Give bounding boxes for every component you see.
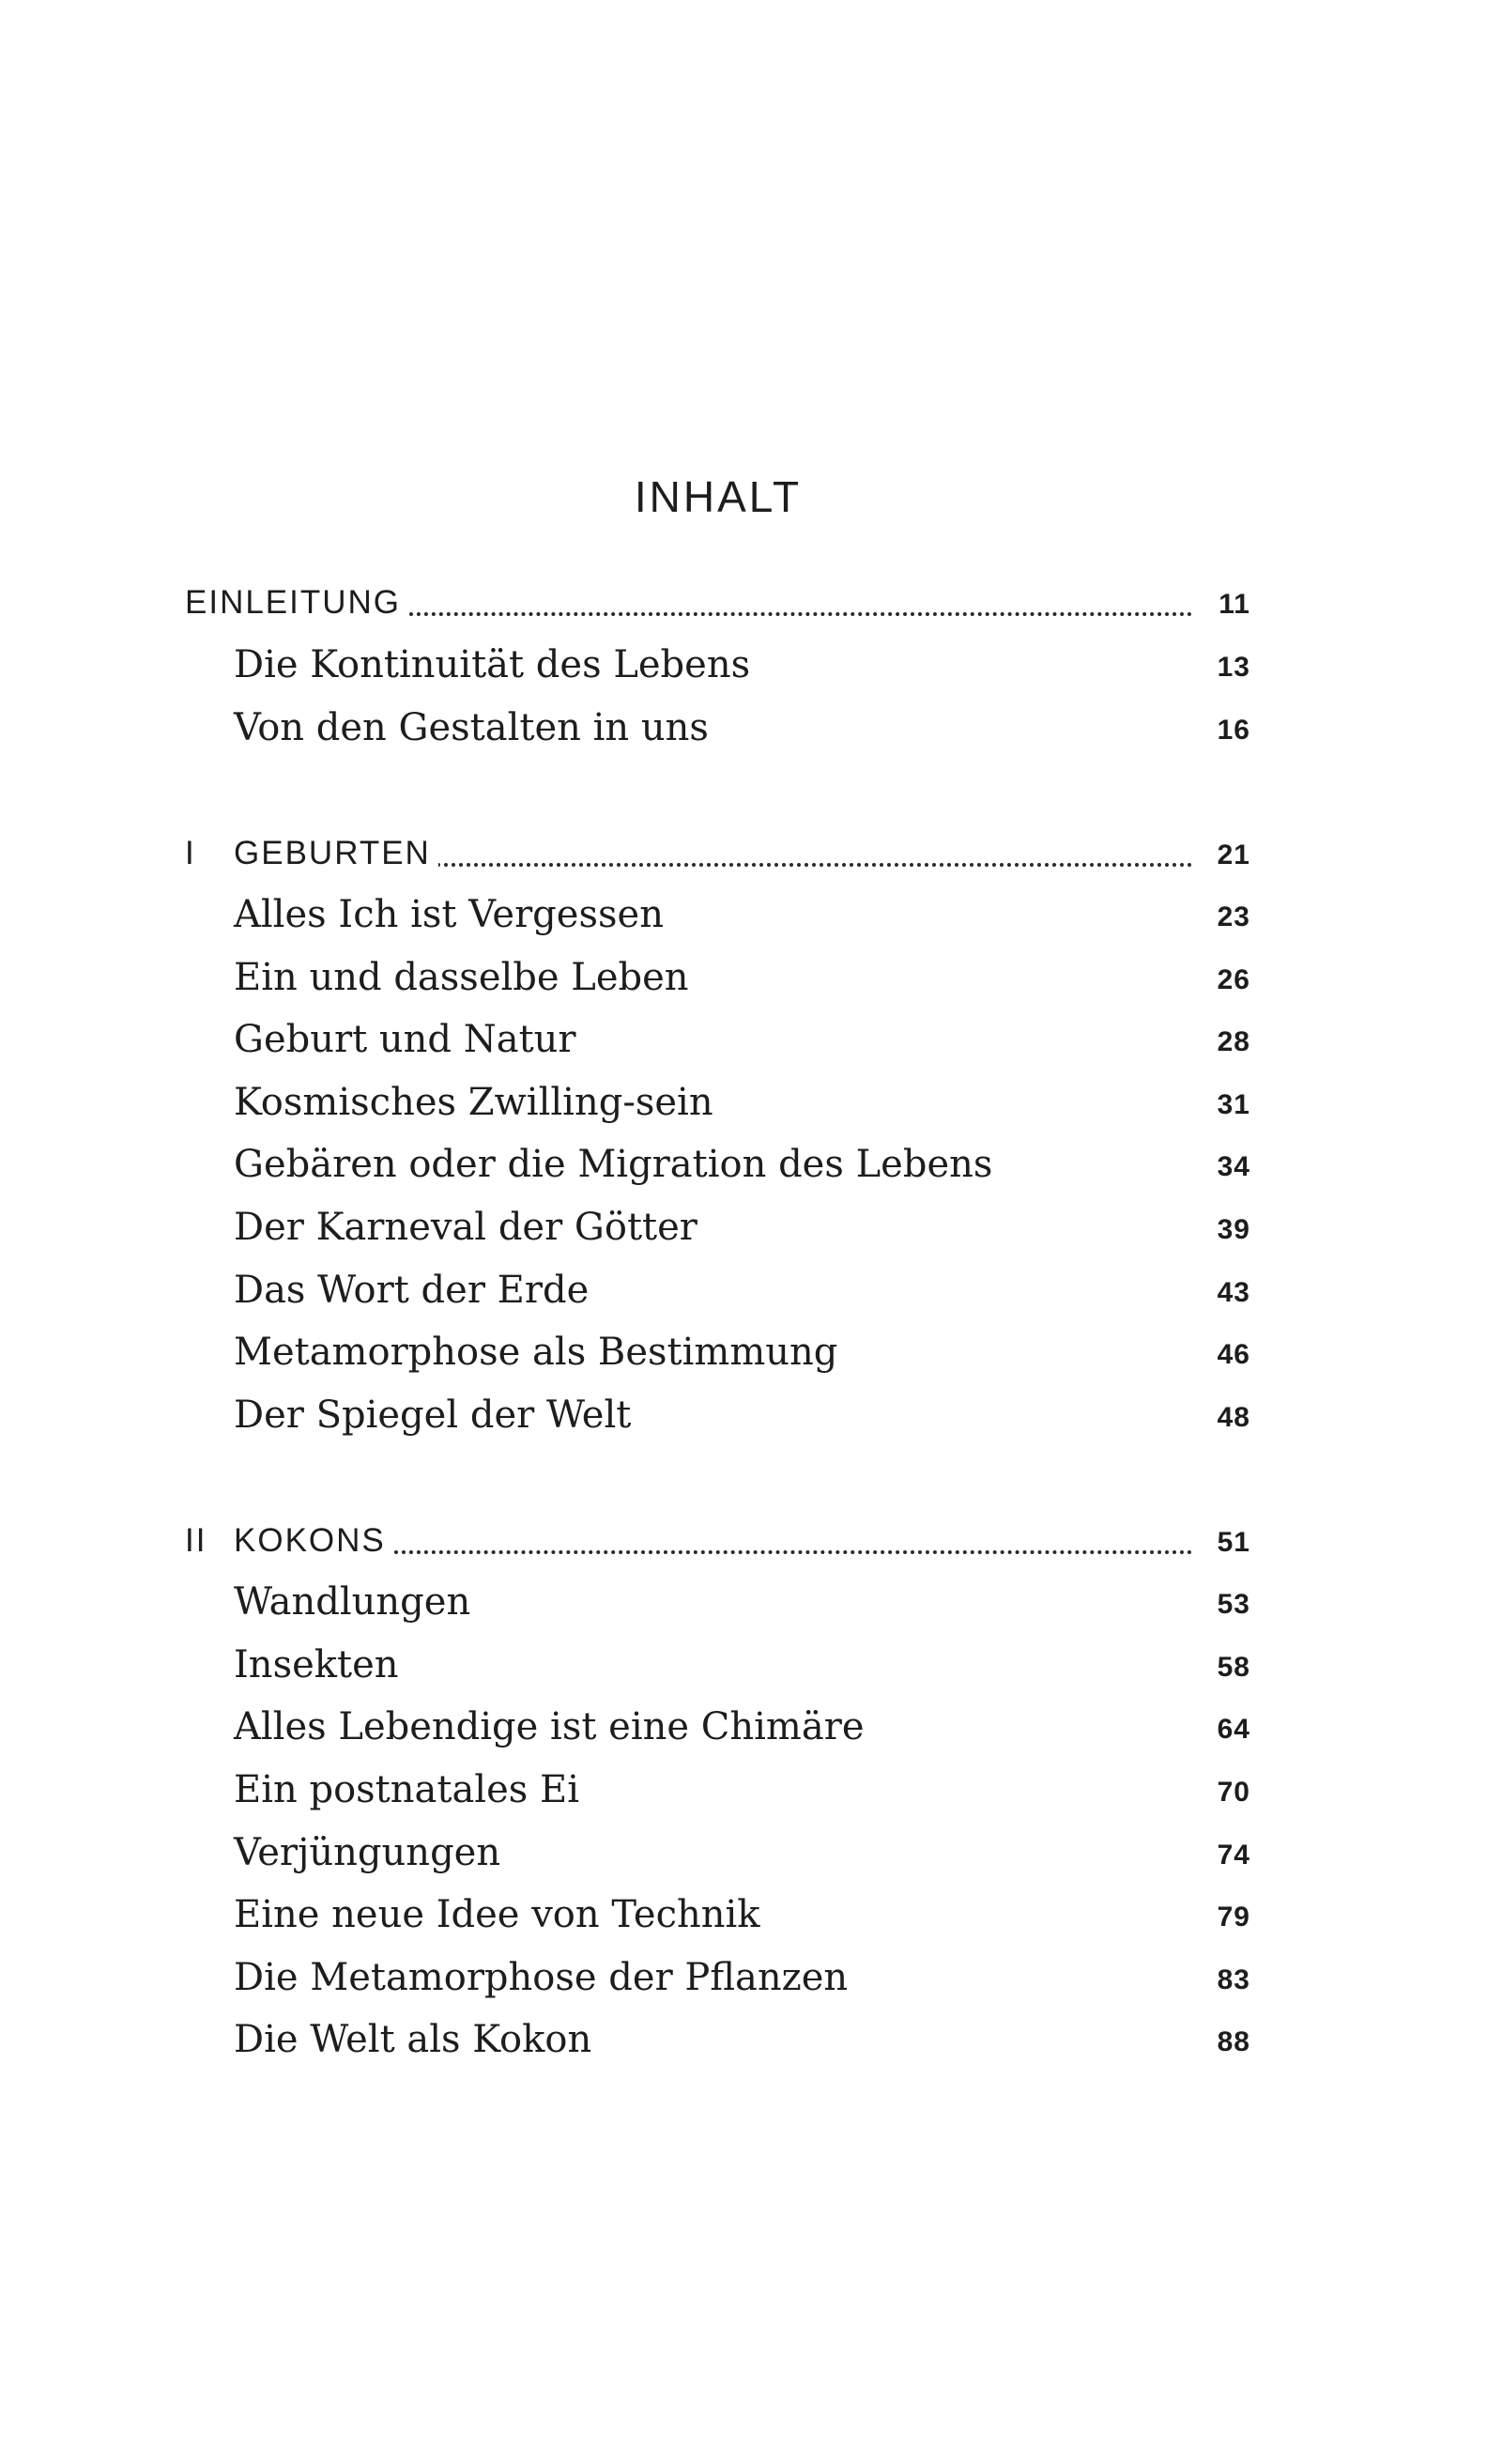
entry-title: Geburt und Natur	[234, 1018, 576, 1061]
entry-title: Verjüngungen	[234, 1831, 501, 1874]
entry-title: Alles Ich ist Vergessen	[234, 893, 664, 936]
page-number: 79	[1217, 1902, 1250, 1933]
entry-title: Der Karneval der Götter	[234, 1206, 697, 1249]
page-number: 51	[1217, 1527, 1250, 1558]
entry-title: Alles Lebendige ist eine Chimäre	[234, 1705, 865, 1748]
entry-title: Metamorphose als Bestimmung	[234, 1331, 838, 1374]
toc-entry[interactable]	[0, 1571, 1502, 1627]
page-number: 58	[1217, 1652, 1250, 1683]
toc-entry[interactable]	[0, 1822, 1502, 1878]
dot-leader	[437, 863, 1192, 867]
toc-entry[interactable]	[0, 1634, 1502, 1690]
page-number: 16	[1217, 715, 1250, 746]
entry-title: Wandlungen	[234, 1580, 471, 1624]
toc-entry[interactable]	[0, 634, 1502, 690]
toc-entry[interactable]	[0, 1196, 1502, 1253]
toc-entry[interactable]	[0, 1384, 1502, 1440]
page-number: 88	[1217, 2026, 1250, 2057]
entry-title: Die Metamorphose der Pflanzen	[234, 1956, 849, 1999]
page-number: 34	[1217, 1151, 1250, 1182]
section-label: GEBURTEN	[234, 835, 438, 872]
dot-leader	[394, 1550, 1192, 1554]
toc-entry[interactable]	[0, 884, 1502, 940]
toc-entry[interactable]	[0, 1321, 1502, 1378]
toc-entry[interactable]	[0, 1947, 1502, 2003]
toc-entry[interactable]	[0, 1009, 1502, 1065]
page-number: 39	[1217, 1214, 1250, 1245]
toc-entry[interactable]	[0, 1884, 1502, 1940]
section-heading-geburten[interactable]	[0, 822, 1502, 878]
page-number: 28	[1217, 1026, 1250, 1057]
page-number: 23	[1217, 901, 1250, 932]
page-number: 13	[1217, 652, 1250, 683]
toc-entry[interactable]	[0, 1071, 1502, 1128]
entry-title: Gebären oder die Migration des Lebens	[234, 1143, 993, 1186]
toc-entry[interactable]	[0, 1759, 1502, 1815]
entry-title: Kosmisches Zwilling-sein	[234, 1081, 713, 1124]
page-number: 46	[1217, 1339, 1250, 1370]
page-number: 74	[1217, 1840, 1250, 1871]
page-number: 31	[1217, 1089, 1250, 1120]
section-label: EINLEITUNG	[185, 584, 408, 622]
entry-title: Ein postnatales Ei	[234, 1768, 579, 1811]
page-number: 48	[1217, 1402, 1250, 1433]
page-number: 21	[1217, 839, 1250, 870]
entry-title: Die Kontinuität des Lebens	[234, 643, 751, 686]
entry-title: Das Wort der Erde	[234, 1269, 590, 1312]
section-label: KOKONS	[234, 1522, 393, 1560]
page-number: 70	[1217, 1777, 1250, 1808]
toc-entry[interactable]	[0, 1696, 1502, 1752]
part-numeral: I	[185, 835, 196, 871]
page-number: 43	[1217, 1277, 1250, 1308]
toc-entry[interactable]	[0, 697, 1502, 753]
page-title: INHALT	[634, 471, 803, 521]
dot-leader	[394, 612, 1192, 616]
toc-entry[interactable]	[0, 1133, 1502, 1190]
entry-title: Der Spiegel der Welt	[234, 1394, 632, 1437]
page-number: 64	[1217, 1714, 1250, 1745]
entry-title: Eine neue Idee von Technik	[234, 1893, 760, 1936]
entry-title: Von den Gestalten in uns	[234, 706, 709, 749]
section-heading-kokons[interactable]	[0, 1509, 1502, 1565]
toc-entry[interactable]	[0, 2009, 1502, 2065]
page-number: 26	[1217, 964, 1250, 995]
toc-entry[interactable]	[0, 1259, 1502, 1316]
toc-entry[interactable]	[0, 947, 1502, 1003]
entry-title: Die Welt als Kokon	[234, 2018, 592, 2061]
part-numeral: II	[185, 1522, 207, 1559]
section-heading-einleitung[interactable]	[0, 571, 1502, 627]
entry-title: Ein und dasselbe Leben	[234, 956, 689, 999]
page-number: 11	[1218, 589, 1250, 620]
page-number: 53	[1217, 1589, 1250, 1620]
entry-title: Insekten	[234, 1643, 399, 1686]
page-number: 83	[1217, 1964, 1250, 1995]
